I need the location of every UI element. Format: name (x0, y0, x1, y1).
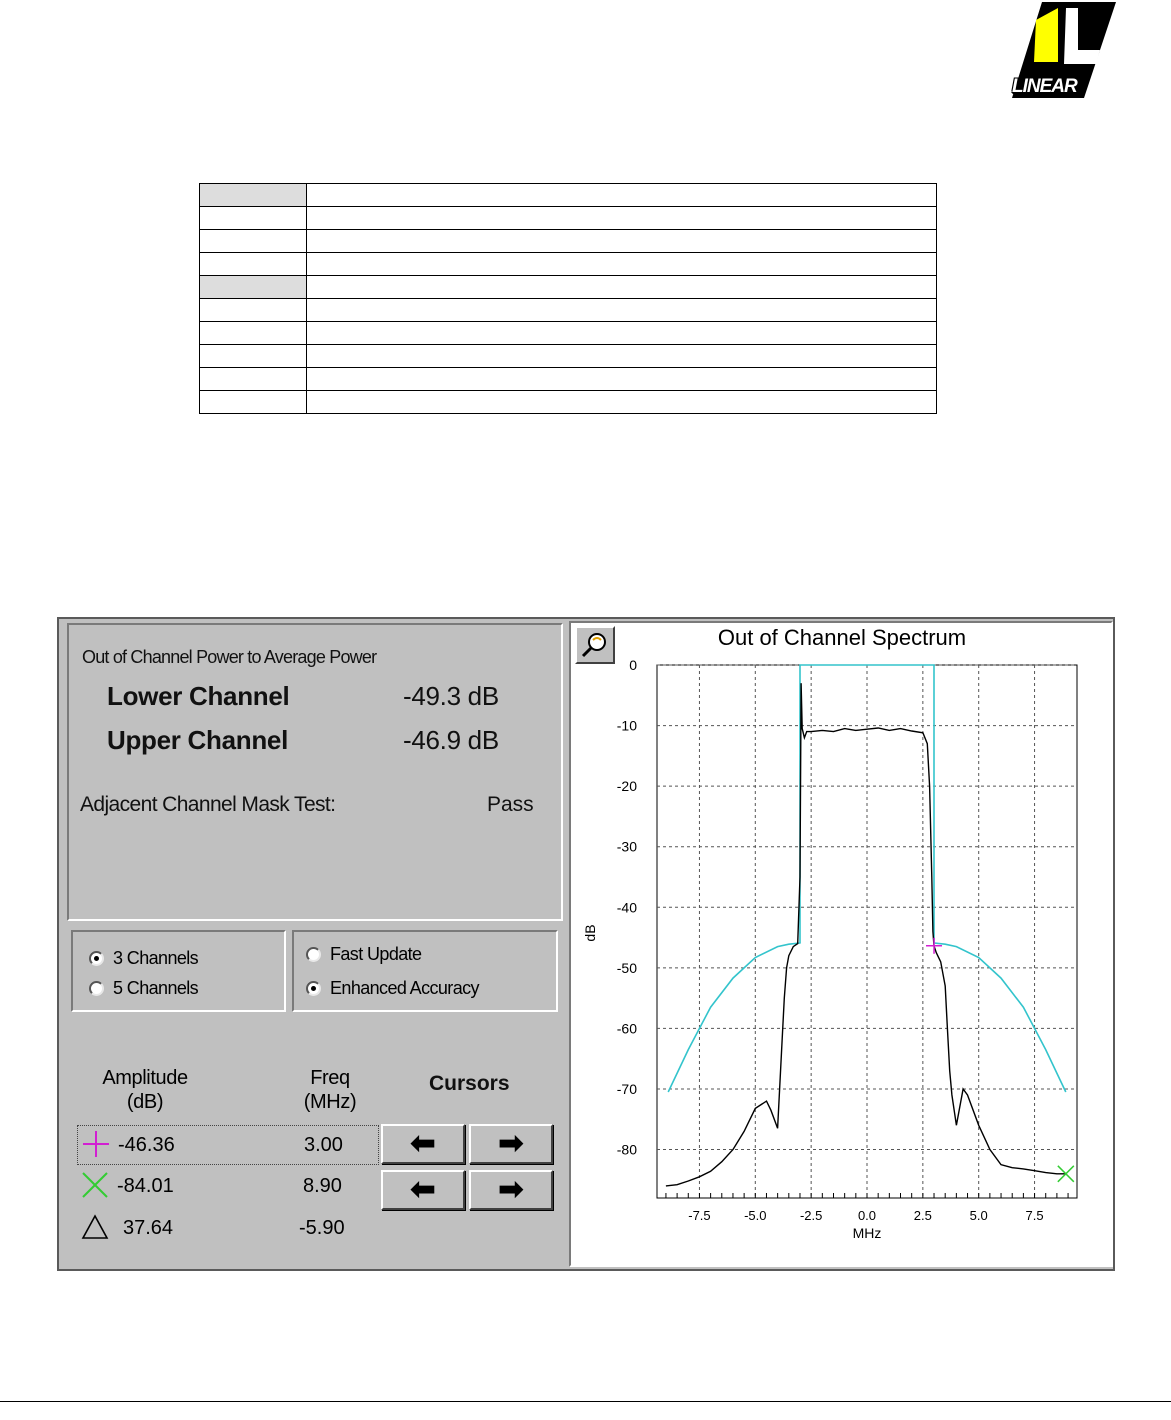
y-axis-label: dB (582, 924, 598, 942)
upper-channel-value: -46.9 dB (403, 725, 499, 755)
radio-label: 3 Channels (113, 948, 199, 968)
lower-channel-value: -49.3 dB (403, 681, 499, 711)
cursor1-right-button[interactable] (469, 1124, 553, 1164)
cursor-amplitude: -46.36 (118, 1134, 175, 1156)
radio-3-channels[interactable] (89, 948, 198, 969)
y-tick-label: -70 (616, 1080, 637, 1097)
cursor-frequency: 8.90 (303, 1175, 342, 1197)
cursor-row-2[interactable] (77, 1167, 377, 1205)
document-table (199, 183, 937, 414)
spectrum-chart (571, 623, 1111, 1265)
table-row (200, 322, 937, 345)
y-tick-label: -20 (616, 778, 637, 795)
y-tick-label: -60 (616, 1020, 637, 1037)
spectrum-analyzer-window (57, 617, 1115, 1271)
radio-fast-update[interactable] (306, 944, 421, 965)
x-tick-label: -5.0 (744, 1208, 767, 1223)
x-tick-label: 0.0 (857, 1208, 877, 1223)
plus-marker-icon (82, 1130, 110, 1158)
table-row (200, 184, 937, 207)
table-row (200, 230, 937, 253)
radio-label: Fast Update (330, 944, 422, 964)
y-tick-label: -50 (616, 959, 637, 976)
arrow-left-icon: ⬅ (410, 1127, 436, 1160)
y-tick-label: 0 (629, 657, 637, 673)
table-row (200, 207, 937, 230)
table-row (200, 276, 937, 299)
delta-triangle-icon (81, 1213, 109, 1241)
x-axis-label: MHz (852, 1225, 882, 1241)
cursor2-right-button[interactable] (469, 1170, 553, 1210)
cursor1-left-button[interactable] (381, 1124, 465, 1164)
spectrum-plot-panel (569, 621, 1113, 1267)
mask-test-label: Adjacent Channel Mask Test: (80, 793, 336, 816)
delta-frequency: -5.90 (299, 1217, 345, 1239)
chart-title: Out of Channel Spectrum (717, 625, 967, 650)
radio-enhanced-accuracy[interactable] (306, 978, 479, 999)
cursors-label: Cursors (429, 1072, 510, 1095)
cursor-amplitude: -84.01 (117, 1175, 174, 1197)
spectrum-trace (666, 683, 1066, 1186)
magnifier-icon (577, 628, 613, 662)
radio-button[interactable] (306, 947, 321, 962)
lower-channel-label: Lower Channel (107, 681, 290, 711)
amplitude-column-header: Amplitude (dB) (102, 1067, 188, 1113)
channel-count-group (71, 930, 286, 1012)
table-row (200, 253, 937, 276)
update-mode-group (292, 930, 558, 1012)
y-tick-label: -40 (616, 899, 637, 916)
x-marker-icon (81, 1171, 109, 1199)
cursor-delta-row (77, 1209, 377, 1247)
x-tick-label: 2.5 (913, 1208, 932, 1223)
table-row (200, 345, 937, 368)
results-panel (67, 623, 563, 921)
radio-button-selected[interactable] (306, 981, 321, 996)
x-tick-label: -2.5 (799, 1208, 823, 1223)
table-row (200, 299, 937, 322)
cursor2-left-button[interactable] (381, 1170, 465, 1210)
zoom-button[interactable] (575, 626, 615, 664)
arrow-right-icon: ➡ (498, 1127, 524, 1160)
mask-test-result: Pass (487, 793, 534, 816)
radio-button-selected[interactable] (89, 951, 104, 966)
radio-button[interactable] (89, 981, 104, 996)
x-tick-label: 7.5 (1025, 1208, 1044, 1223)
radio-label: 5 Channels (113, 978, 199, 998)
arrow-left-icon: ⬅ (410, 1173, 436, 1206)
table-row (200, 368, 937, 391)
logo-text: LINEAR (1012, 76, 1077, 97)
cursor-plus-marker (926, 938, 942, 954)
y-tick-label: -10 (616, 717, 637, 734)
cursor-row-1[interactable] (77, 1125, 379, 1165)
y-tick-label: -30 (616, 838, 637, 855)
delta-amplitude: 37.64 (123, 1217, 174, 1239)
table-row (200, 391, 937, 414)
arrow-right-icon: ➡ (498, 1173, 524, 1206)
x-tick-label: -7.5 (688, 1208, 711, 1223)
freq-column-header: Freq (MHz) (303, 1067, 357, 1113)
results-heading: Out of Channel Power to Average Power (82, 647, 377, 667)
radio-label: Enhanced Accuracy (330, 978, 479, 998)
cursor-frequency: 3.00 (304, 1134, 343, 1156)
x-tick-label: 5.0 (969, 1208, 988, 1223)
radio-5-channels[interactable] (89, 978, 198, 999)
y-tick-label: -80 (616, 1141, 637, 1158)
footer-rule (0, 1401, 1171, 1402)
upper-channel-label: Upper Channel (107, 725, 289, 755)
